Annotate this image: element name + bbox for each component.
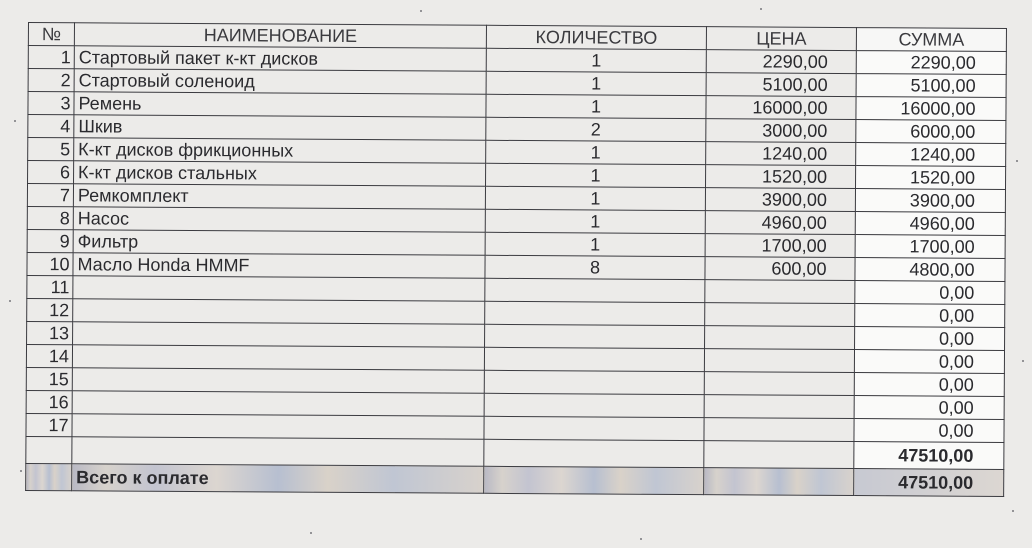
item-name: Стартовый пакет к-кт дисков: [74, 46, 486, 72]
speck: [20, 470, 22, 472]
speck: [760, 8, 762, 10]
item-sum: 6000,00: [856, 120, 1006, 144]
item-quantity: 1: [486, 48, 706, 72]
row-number: 10: [27, 252, 73, 275]
row-number: 4: [28, 115, 74, 138]
item-sum: 0,00: [855, 304, 1005, 328]
item-sum: 0,00: [854, 419, 1004, 443]
payment-row: [26, 463, 1004, 496]
speck: [640, 538, 642, 540]
payment-sum: 47510,00: [854, 469, 1004, 497]
speck: [1016, 160, 1018, 162]
row-number: 8: [27, 206, 73, 229]
item-price: 3900,00: [705, 188, 855, 212]
item-price: [704, 395, 854, 419]
item-quantity: [485, 324, 705, 348]
row-number: 11: [27, 275, 73, 298]
item-quantity: [485, 278, 705, 302]
row-number: 17: [26, 413, 72, 436]
item-price: [704, 349, 854, 373]
row-number: 16: [26, 390, 72, 413]
header-quantity: КОЛИЧЕСТВО: [486, 25, 706, 49]
item-sum: 1520,00: [855, 166, 1005, 190]
row-number: 9: [27, 229, 73, 252]
item-sum: 4960,00: [855, 212, 1005, 236]
speck: [14, 120, 16, 122]
row-number: 14: [26, 344, 72, 367]
item-price: 1700,00: [705, 234, 855, 258]
row-number: 6: [28, 161, 74, 184]
item-name: [73, 276, 485, 302]
item-quantity: 1: [486, 163, 706, 187]
row-number: 12: [27, 298, 73, 321]
item-quantity: [484, 416, 704, 440]
item-name: [72, 391, 484, 417]
item-name: Шкив: [74, 115, 486, 141]
item-price: [705, 326, 855, 350]
item-price: 3000,00: [706, 119, 856, 143]
item-price: 5100,00: [706, 73, 856, 97]
total-price-cell: [704, 441, 854, 469]
item-sum: 0,00: [855, 327, 1005, 351]
item-quantity: 1: [486, 71, 706, 95]
header-name: НАИМЕНОВАНИЕ: [74, 23, 486, 49]
total-no-cell: [26, 436, 72, 463]
item-quantity: 1: [486, 140, 706, 164]
item-price: 1520,00: [706, 165, 856, 189]
item-quantity: [484, 370, 704, 394]
item-name: [73, 322, 485, 348]
item-name: Ремкомплект: [73, 184, 485, 210]
item-sum: 3900,00: [855, 189, 1005, 213]
speck: [9, 300, 11, 302]
item-quantity: 1: [485, 209, 705, 233]
payment-no-cell: [26, 463, 72, 490]
item-name: К-кт дисков фрикционных: [74, 138, 486, 164]
item-name: [72, 345, 484, 371]
item-quantity: 8: [485, 255, 705, 279]
payment-qty-cell: [484, 466, 704, 494]
item-name: [73, 299, 485, 325]
item-quantity: 1: [486, 94, 706, 118]
item-rows: [26, 46, 1006, 443]
item-quantity: 1: [485, 232, 705, 256]
item-price: 600,00: [705, 257, 855, 281]
row-number: 3: [28, 92, 74, 115]
item-name: К-кт дисков стальных: [74, 161, 486, 187]
item-price: [704, 418, 854, 442]
item-sum: 0,00: [855, 281, 1005, 305]
item-price: 1240,00: [706, 142, 856, 166]
item-quantity: [485, 301, 705, 325]
item-price: [705, 303, 855, 327]
item-sum: 0,00: [854, 373, 1004, 397]
item-price: 16000,00: [706, 96, 856, 120]
item-name: [72, 368, 484, 394]
item-price: 4960,00: [705, 211, 855, 235]
invoice-sheet: [25, 22, 1006, 497]
item-name: Насос: [73, 207, 485, 233]
row-number: 2: [28, 69, 74, 92]
item-sum: 0,00: [854, 396, 1004, 420]
total-name-cell: [72, 437, 484, 467]
invoice-table: [25, 22, 1007, 497]
item-quantity: 2: [486, 117, 706, 141]
row-number: 13: [27, 321, 73, 344]
row-number: 15: [26, 367, 72, 390]
speck: [1012, 510, 1014, 512]
item-sum: 1240,00: [856, 143, 1006, 167]
row-number: 7: [27, 184, 73, 207]
speck: [420, 10, 422, 12]
item-sum: 2290,00: [856, 51, 1006, 75]
item-sum: 4800,00: [855, 258, 1005, 282]
item-quantity: [484, 347, 704, 371]
total-qty-cell: [484, 439, 704, 467]
item-name: Масло Honda HMMF: [73, 253, 485, 279]
header-no: №: [28, 23, 74, 46]
row-number: 1: [28, 46, 74, 69]
speck: [1022, 360, 1024, 362]
item-name: Стартовый соленоид: [74, 69, 486, 95]
item-price: 2290,00: [706, 50, 856, 74]
item-sum: 16000,00: [856, 97, 1006, 121]
total-sum: 47510,00: [854, 442, 1004, 470]
item-price: [704, 372, 854, 396]
item-name: [72, 414, 484, 440]
header-price: ЦЕНА: [706, 27, 856, 51]
payment-price-cell: [704, 468, 854, 496]
item-sum: 5100,00: [856, 74, 1006, 98]
item-sum: 0,00: [854, 350, 1004, 374]
item-quantity: [484, 393, 704, 417]
item-price: [705, 280, 855, 304]
payment-label: Всего к оплате: [72, 464, 484, 494]
item-sum: 1700,00: [855, 235, 1005, 259]
item-quantity: 1: [485, 186, 705, 210]
item-name: Ремень: [74, 92, 486, 118]
row-number: 5: [28, 138, 74, 161]
header-sum: СУММА: [856, 28, 1006, 52]
item-name: Фильтр: [73, 230, 485, 256]
speck: [310, 532, 312, 534]
